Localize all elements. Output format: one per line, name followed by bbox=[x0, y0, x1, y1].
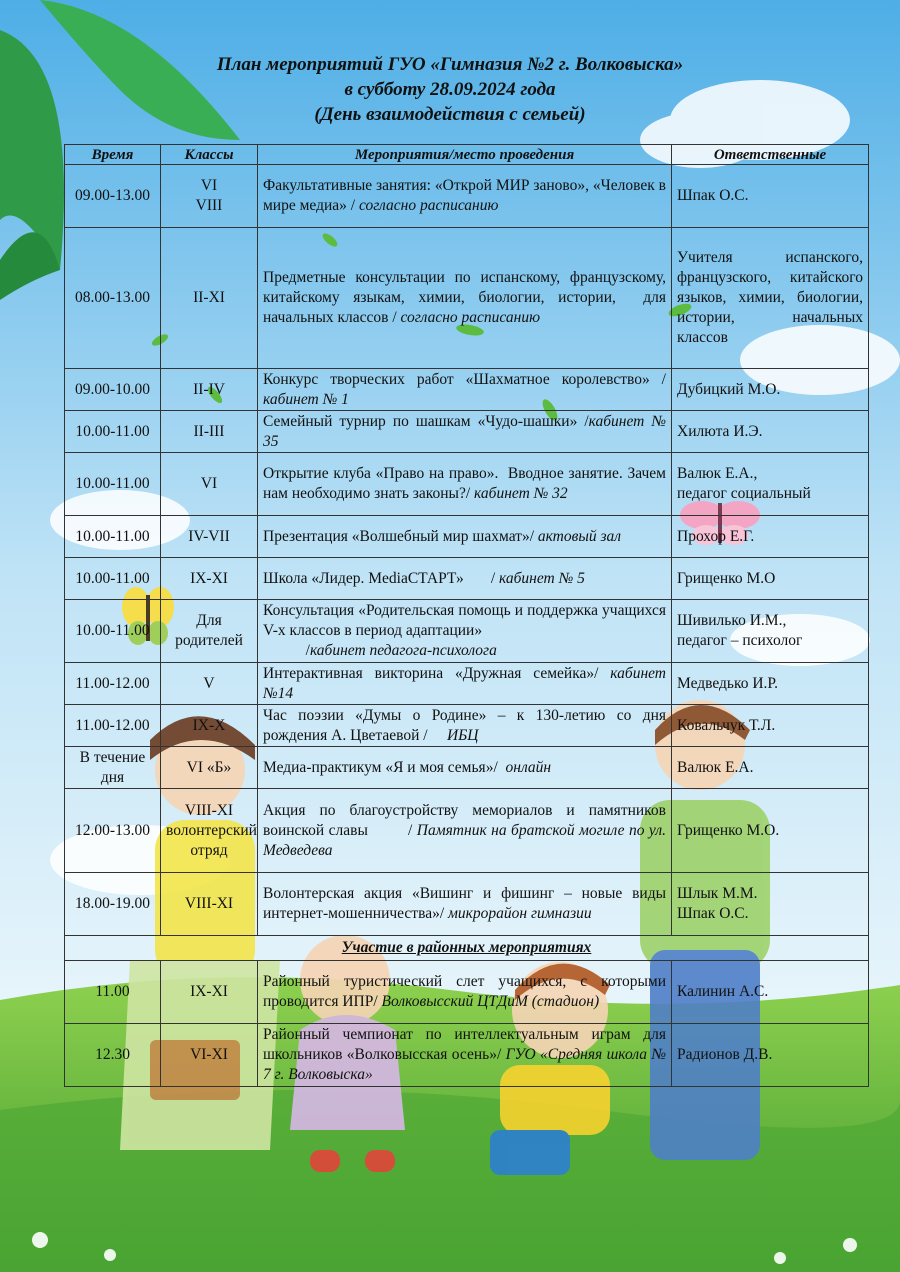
event-location: кабинет № 1 bbox=[263, 390, 349, 408]
classes-cell: VI-XI bbox=[161, 1024, 258, 1087]
page-title bbox=[0, 52, 900, 127]
event-text: Презентация «Волшебный мир шахмат»/ bbox=[263, 527, 538, 545]
table-row bbox=[65, 453, 869, 516]
responsible-cell: Дубицкий М.О. bbox=[672, 369, 869, 411]
event-location: ГУО «Средняя школа № 7 г. Волковыска» bbox=[263, 1046, 666, 1083]
time-cell: 12.00-13.00 bbox=[65, 789, 161, 873]
event-cell bbox=[258, 747, 672, 789]
event-text: Час поэзии «Думы о Родине» – к 130-летию со дня рождения А. Цветаевой / bbox=[263, 706, 670, 744]
responsible-cell: Грищенко М.О. bbox=[672, 789, 869, 873]
event-cell bbox=[258, 228, 672, 369]
title-line-2: в субботу 28.09.2024 года bbox=[344, 79, 556, 100]
responsible-cell: Калинин А.С. bbox=[672, 961, 869, 1024]
time-cell: 10.00-11.00 bbox=[65, 558, 161, 600]
event-cell bbox=[258, 453, 672, 516]
responsible-cell: Валюк Е.А., педагог социальный bbox=[672, 453, 869, 516]
event-location: онлайн bbox=[505, 758, 552, 776]
classes-cell: Для родителей bbox=[161, 600, 258, 663]
classes-cell: II-XI bbox=[161, 228, 258, 369]
event-text: Районный чемпионат по интеллектуальным играм для школьников «Волковысская осень»/ bbox=[263, 1026, 670, 1063]
classes-cell: VIII-XI волонтерский отряд bbox=[161, 789, 258, 873]
event-location: ИБЦ bbox=[446, 726, 479, 744]
classes-cell: IX-XI bbox=[161, 558, 258, 600]
time-cell: 11.00-12.00 bbox=[65, 663, 161, 705]
time-cell: 11.00-12.00 bbox=[65, 705, 161, 747]
column-header-responsible: Ответственные bbox=[672, 145, 869, 165]
table-row bbox=[65, 411, 869, 453]
responsible-cell: Медведько И.Р. bbox=[672, 663, 869, 705]
column-header-events: Мероприятия/место проведения bbox=[258, 145, 672, 165]
time-cell: 08.00-13.00 bbox=[65, 228, 161, 369]
table-row bbox=[65, 705, 869, 747]
responsible-cell: Радионов Д.В. bbox=[672, 1024, 869, 1087]
classes-cell: IV-VII bbox=[161, 516, 258, 558]
time-cell: 09.00-13.00 bbox=[65, 165, 161, 228]
event-cell bbox=[258, 961, 672, 1024]
table-row bbox=[65, 789, 869, 873]
event-location: Волковысский ЦТДиМ (стадион) bbox=[381, 993, 600, 1010]
time-cell: 09.00-10.00 bbox=[65, 369, 161, 411]
responsible-cell: Шлык М.М. Шпак О.С. bbox=[672, 873, 869, 936]
event-cell bbox=[258, 369, 672, 411]
event-cell bbox=[258, 789, 672, 873]
event-text: Открытие клуба «Право на право». Вводное занятие. Зачем нам необходимо знать законы?/ bbox=[263, 465, 670, 502]
table-header-row bbox=[65, 145, 869, 165]
classes-cell: VIII-XI bbox=[161, 873, 258, 936]
event-cell bbox=[258, 705, 672, 747]
event-text: Интерактивная викторина «Дружная семейка»/ bbox=[263, 664, 611, 682]
responsible-cell: Валюк Е.А. bbox=[672, 747, 869, 789]
table-row bbox=[65, 369, 869, 411]
table-row bbox=[65, 516, 869, 558]
classes-cell: VI VIII bbox=[161, 165, 258, 228]
table-row bbox=[65, 1024, 869, 1087]
responsible-cell: Прохор Е.Г. bbox=[672, 516, 869, 558]
event-cell bbox=[258, 516, 672, 558]
time-cell: 18.00-19.00 bbox=[65, 873, 161, 936]
classes-cell: VI «Б» bbox=[161, 747, 258, 789]
section-row bbox=[65, 936, 869, 961]
event-location: актовый зал bbox=[537, 527, 622, 545]
event-text: Консультация «Родительская помощь и поддержка учащихся V-х классов в период адаптации» / bbox=[263, 602, 666, 659]
event-cell bbox=[258, 600, 672, 663]
time-cell: 10.00-11.00 bbox=[65, 411, 161, 453]
event-text: Медиа-практикум «Я и моя семья»/ bbox=[263, 758, 506, 776]
table-row bbox=[65, 228, 869, 369]
title-line-3: (День взаимодействия с семьей) bbox=[314, 104, 586, 125]
classes-cell: II-IV bbox=[161, 369, 258, 411]
responsible-cell: Ковальчук Т.Л. bbox=[672, 705, 869, 747]
table-row bbox=[65, 663, 869, 705]
event-text: Конкурс творческих работ «Шахматное королевство» / bbox=[263, 370, 666, 388]
column-header-classes: Классы bbox=[161, 145, 258, 165]
event-location: кабинет № 5 bbox=[499, 569, 585, 587]
responsible-cell: Шпак О.С. bbox=[672, 165, 869, 228]
responsible-cell: Грищенко М.О bbox=[672, 558, 869, 600]
classes-cell: IX-XI bbox=[161, 961, 258, 1024]
time-cell: 10.00-11.00 bbox=[65, 516, 161, 558]
event-cell bbox=[258, 558, 672, 600]
table-row bbox=[65, 600, 869, 663]
section-title: Участие в районных мероприятиях bbox=[65, 936, 869, 961]
event-text: Волонтерская акция «Вишинг и фишинг – новые виды интернет-мошенничества»/ bbox=[263, 885, 670, 922]
classes-cell: II-III bbox=[161, 411, 258, 453]
title-line-1: План мероприятий ГУО «Гимназия №2 г. Волковыска» bbox=[216, 54, 684, 75]
event-text: Районный туристический слет учащихся, с которыми проводится ИПР/ bbox=[263, 973, 670, 1010]
event-location: согласно расписанию bbox=[358, 197, 499, 214]
responsible-cell: Шивилько И.М., педагог – психолог bbox=[672, 600, 869, 663]
table-row bbox=[65, 961, 869, 1024]
event-cell bbox=[258, 411, 672, 453]
event-text: Акция по благоустройству мемориалов и памятников воинской славы / bbox=[263, 801, 670, 839]
table-row bbox=[65, 747, 869, 789]
time-cell: 12.30 bbox=[65, 1024, 161, 1087]
event-location: кабинет № 35 bbox=[263, 412, 666, 450]
classes-cell: VI bbox=[161, 453, 258, 516]
table-row bbox=[65, 873, 869, 936]
time-cell: 10.00-11.00 bbox=[65, 600, 161, 663]
event-cell bbox=[258, 663, 672, 705]
event-location: кабинет педагога-психолога bbox=[309, 642, 497, 659]
event-location: кабинет № 32 bbox=[474, 485, 568, 502]
event-cell bbox=[258, 165, 672, 228]
time-cell: 10.00-11.00 bbox=[65, 453, 161, 516]
event-location: согласно расписанию bbox=[400, 309, 541, 326]
time-cell: В течение дня bbox=[65, 747, 161, 789]
event-location: микрорайон гимназии bbox=[448, 905, 592, 922]
event-cell bbox=[258, 1024, 672, 1087]
event-text: Семейный турнир по шашкам «Чудо-шашки» / bbox=[263, 412, 589, 430]
responsible-cell: Учителя испанского, французского, китайского языков, химии, биологии, истории, начальных классов bbox=[672, 228, 869, 369]
classes-cell: V bbox=[161, 663, 258, 705]
events-table bbox=[64, 144, 869, 1087]
classes-cell: IX-X bbox=[161, 705, 258, 747]
event-location: кабинет №14 bbox=[263, 664, 666, 702]
responsible-cell: Хилюта И.Э. bbox=[672, 411, 869, 453]
event-text: Предметные консультации по испанскому, французскому, китайскому языкам, химии, биологии, истории, для начальных классов / bbox=[263, 269, 670, 326]
event-text: Факультативные занятия: «Открой МИР заново», «Человек в мире медиа» / bbox=[263, 177, 670, 214]
column-header-time: Время bbox=[65, 145, 161, 165]
table-row bbox=[65, 165, 869, 228]
event-cell bbox=[258, 873, 672, 936]
event-text: Школа «Лидер. MediaСТАРТ» / bbox=[263, 569, 499, 587]
event-location: Памятник на братской могиле по ул. Медведева bbox=[263, 821, 666, 859]
table-row bbox=[65, 558, 869, 600]
time-cell: 11.00 bbox=[65, 961, 161, 1024]
